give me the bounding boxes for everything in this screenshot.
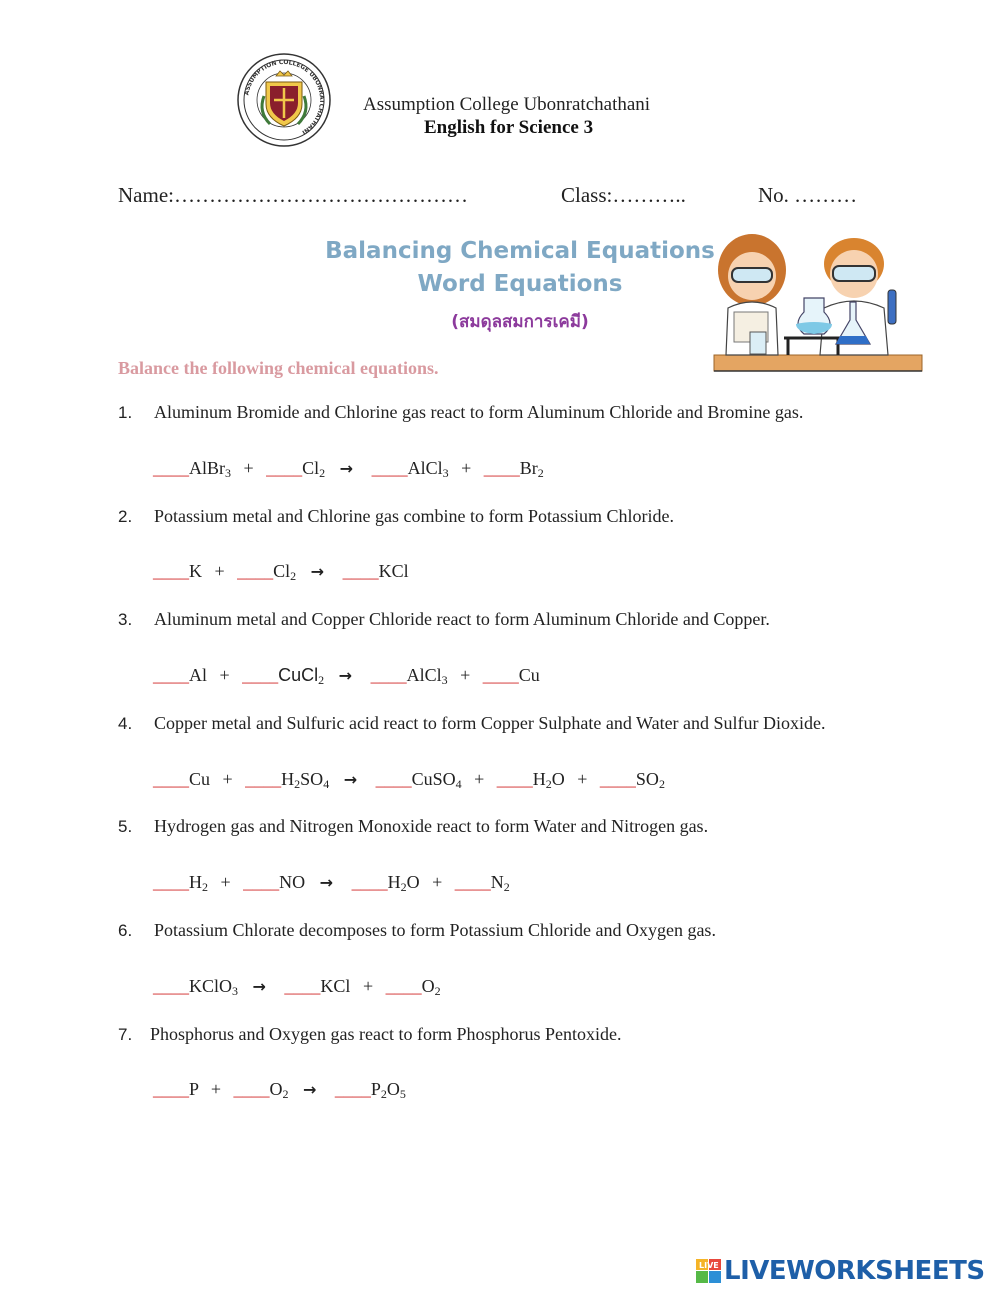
equation-1: [153, 458, 544, 479]
subscript: 2: [545, 777, 552, 791]
coefficient-blank[interactable]: ____: [371, 458, 408, 478]
question-6: [118, 920, 716, 941]
plus-sign: +: [243, 458, 254, 478]
question-4: [118, 713, 826, 734]
question-number: 1.: [118, 403, 133, 422]
subscript: 4: [455, 777, 462, 791]
formula: N: [490, 872, 504, 892]
subscript: 3: [442, 466, 449, 480]
equation-3: [153, 665, 540, 686]
formula: Al: [189, 665, 207, 685]
formula: AlBr: [189, 458, 225, 478]
worksheet-title: Balancing Chemical Equations: [325, 238, 715, 264]
formula: AlCl: [406, 665, 442, 685]
coefficient-blank[interactable]: ____: [153, 872, 189, 892]
question-number: 3.: [118, 610, 133, 629]
question-text: Phosphorus and Oxygen gas react to form Phosphorus Pentoxide.: [150, 1024, 622, 1044]
question-text: Aluminum Bromide and Chlorine gas react to form Aluminum Chloride and Bromine gas.: [154, 402, 804, 422]
coefficient-blank[interactable]: ____: [153, 458, 189, 478]
question-text: Copper metal and Sulfuric acid react to form Copper Sulphate and Water and Sulfur Dioxide.: [154, 713, 826, 733]
subscript: 2: [202, 880, 208, 894]
formula: P: [189, 1079, 199, 1099]
formula: O: [406, 872, 420, 892]
subscript: 4: [323, 777, 330, 791]
formula: Cl: [302, 458, 320, 478]
question-number: 4.: [118, 714, 133, 733]
equation-6: [153, 976, 441, 997]
formula: NO: [279, 872, 306, 892]
coefficient-blank[interactable]: ____: [342, 561, 379, 581]
subscript: 2: [434, 984, 441, 998]
subscript: 2: [380, 1087, 387, 1101]
question-text: Potassium Chlorate decomposes to form Potassium Chloride and Oxygen gas.: [154, 920, 716, 940]
question-text: Aluminum metal and Copper Chloride react to form Aluminum Chloride and Copper.: [154, 609, 770, 629]
arrow-icon: →: [343, 770, 358, 789]
question-number: 6.: [118, 921, 133, 940]
formula: KCl: [378, 561, 409, 581]
scientists-illustration: [712, 228, 924, 374]
coefficient-blank[interactable]: ____: [245, 769, 282, 789]
subscript: 2: [503, 880, 510, 894]
subscript: 2: [658, 777, 665, 791]
school-name: Assumption College Ubonratchathani: [363, 94, 651, 115]
question-number: 7.: [118, 1025, 133, 1044]
logo-text: LIVEWORKSHEETS: [724, 1256, 985, 1286]
formula: O: [551, 769, 565, 789]
subscript: 5: [399, 1087, 406, 1101]
formula: CuSO: [411, 769, 456, 789]
coefficient-blank[interactable]: ____: [153, 1079, 189, 1099]
class-field[interactable]: Class:………..: [561, 183, 686, 207]
arrow-icon: →: [310, 562, 325, 581]
formula: O: [269, 1079, 283, 1099]
subscript: 2: [282, 1087, 289, 1101]
coefficient-blank[interactable]: ____: [482, 665, 519, 685]
plus-sign: +: [460, 665, 471, 685]
formula: CuCl: [278, 665, 319, 685]
question-number: 5.: [118, 817, 133, 836]
equation-5: [153, 872, 510, 893]
equation-2: [153, 561, 409, 582]
coefficient-blank[interactable]: ____: [153, 665, 189, 685]
formula: SO: [635, 769, 659, 789]
arrow-icon: →: [338, 666, 353, 685]
question-1: [118, 402, 803, 423]
coefficient-blank[interactable]: ____: [266, 458, 303, 478]
plus-sign: +: [362, 976, 374, 996]
instruction-text: Balance the following chemical equations.: [118, 358, 439, 378]
worksheet-subtitle: Word Equations: [417, 271, 623, 297]
formula: K: [189, 561, 202, 581]
school-seal-logo: [236, 52, 332, 148]
coefficient-blank[interactable]: ____: [334, 1079, 371, 1099]
formula: Cu: [518, 665, 540, 685]
cubes-icon: [696, 1259, 722, 1283]
subscript: 2: [400, 880, 407, 894]
coefficient-blank[interactable]: ____: [385, 976, 422, 996]
coefficient-blank[interactable]: ____: [243, 872, 280, 892]
question-3: [118, 609, 770, 630]
subscript: 3: [441, 673, 448, 687]
subscript: 2: [318, 673, 325, 687]
coefficient-blank[interactable]: ____: [483, 458, 520, 478]
plus-sign: +: [432, 872, 443, 892]
formula: Cu: [189, 769, 211, 789]
formula: KClO: [189, 976, 233, 996]
number-field[interactable]: No. ………: [758, 183, 858, 207]
coefficient-blank[interactable]: ____: [599, 769, 636, 789]
name-field[interactable]: Name:……………………………………: [118, 183, 468, 207]
subscript: 2: [290, 569, 297, 583]
formula: Br: [519, 458, 538, 478]
subscript: 2: [319, 466, 326, 480]
plus-sign: +: [219, 665, 230, 685]
question-5: [118, 816, 708, 837]
subscript: 3: [232, 984, 239, 998]
plus-sign: +: [210, 1079, 221, 1099]
plus-sign: +: [461, 458, 472, 478]
formula: AlCl: [407, 458, 443, 478]
formula: H: [281, 769, 295, 789]
arrow-icon: →: [303, 1080, 317, 1099]
plus-sign: +: [474, 769, 485, 789]
coefficient-blank[interactable]: ____: [375, 769, 412, 789]
coefficient-blank[interactable]: ____: [153, 976, 189, 996]
seal-ring-text: ASSUMPTION COLLEGE UBONRATCHATHANI: [243, 58, 326, 136]
equation-7: [153, 1079, 406, 1100]
formula: SO: [300, 769, 324, 789]
subscript: 3: [225, 466, 231, 480]
cube-letters: LIVE: [699, 1261, 719, 1270]
coefficient-blank[interactable]: ____: [237, 561, 274, 581]
coefficient-blank[interactable]: ____: [233, 1079, 270, 1099]
formula: O: [421, 976, 435, 996]
question-text: Hydrogen gas and Nitrogen Monoxide react to form Water and Nitrogen gas.: [154, 816, 709, 836]
course-title: English for Science 3: [424, 117, 594, 138]
formula: H: [189, 872, 202, 892]
worksheet-thai-subtitle: (สมดุลสมการเคมี): [451, 312, 589, 332]
plus-sign: +: [577, 769, 588, 789]
plus-sign: +: [220, 872, 231, 892]
subscript: 2: [537, 466, 544, 480]
coefficient-blank[interactable]: ____: [351, 872, 388, 892]
arrow-icon: →: [252, 977, 266, 996]
coefficient-blank[interactable]: ____: [153, 769, 189, 789]
formula: O: [386, 1079, 400, 1099]
formula: KCl: [320, 976, 351, 996]
formula: Cl: [273, 561, 291, 581]
equation-4: [153, 769, 665, 790]
coefficient-blank[interactable]: ____: [496, 769, 533, 789]
coefficient-blank[interactable]: ____: [454, 872, 491, 892]
formula: P: [370, 1079, 381, 1099]
coefficient-blank[interactable]: ____: [153, 561, 189, 581]
arrow-icon: →: [319, 873, 334, 892]
question-2: [118, 506, 674, 527]
subscript: 2: [294, 777, 301, 791]
arrow-icon: →: [339, 459, 354, 478]
coefficient-blank[interactable]: ____: [242, 665, 279, 685]
formula: H: [532, 769, 546, 789]
question-text: Potassium metal and Chlorine gas combine to form Potassium Chloride.: [154, 506, 674, 526]
question-number: 2.: [118, 507, 133, 526]
coefficient-blank[interactable]: ____: [284, 976, 321, 996]
question-7: [118, 1024, 621, 1045]
plus-sign: +: [222, 769, 233, 789]
formula: H: [387, 872, 401, 892]
plus-sign: +: [214, 561, 225, 581]
coefficient-blank[interactable]: ____: [370, 665, 407, 685]
